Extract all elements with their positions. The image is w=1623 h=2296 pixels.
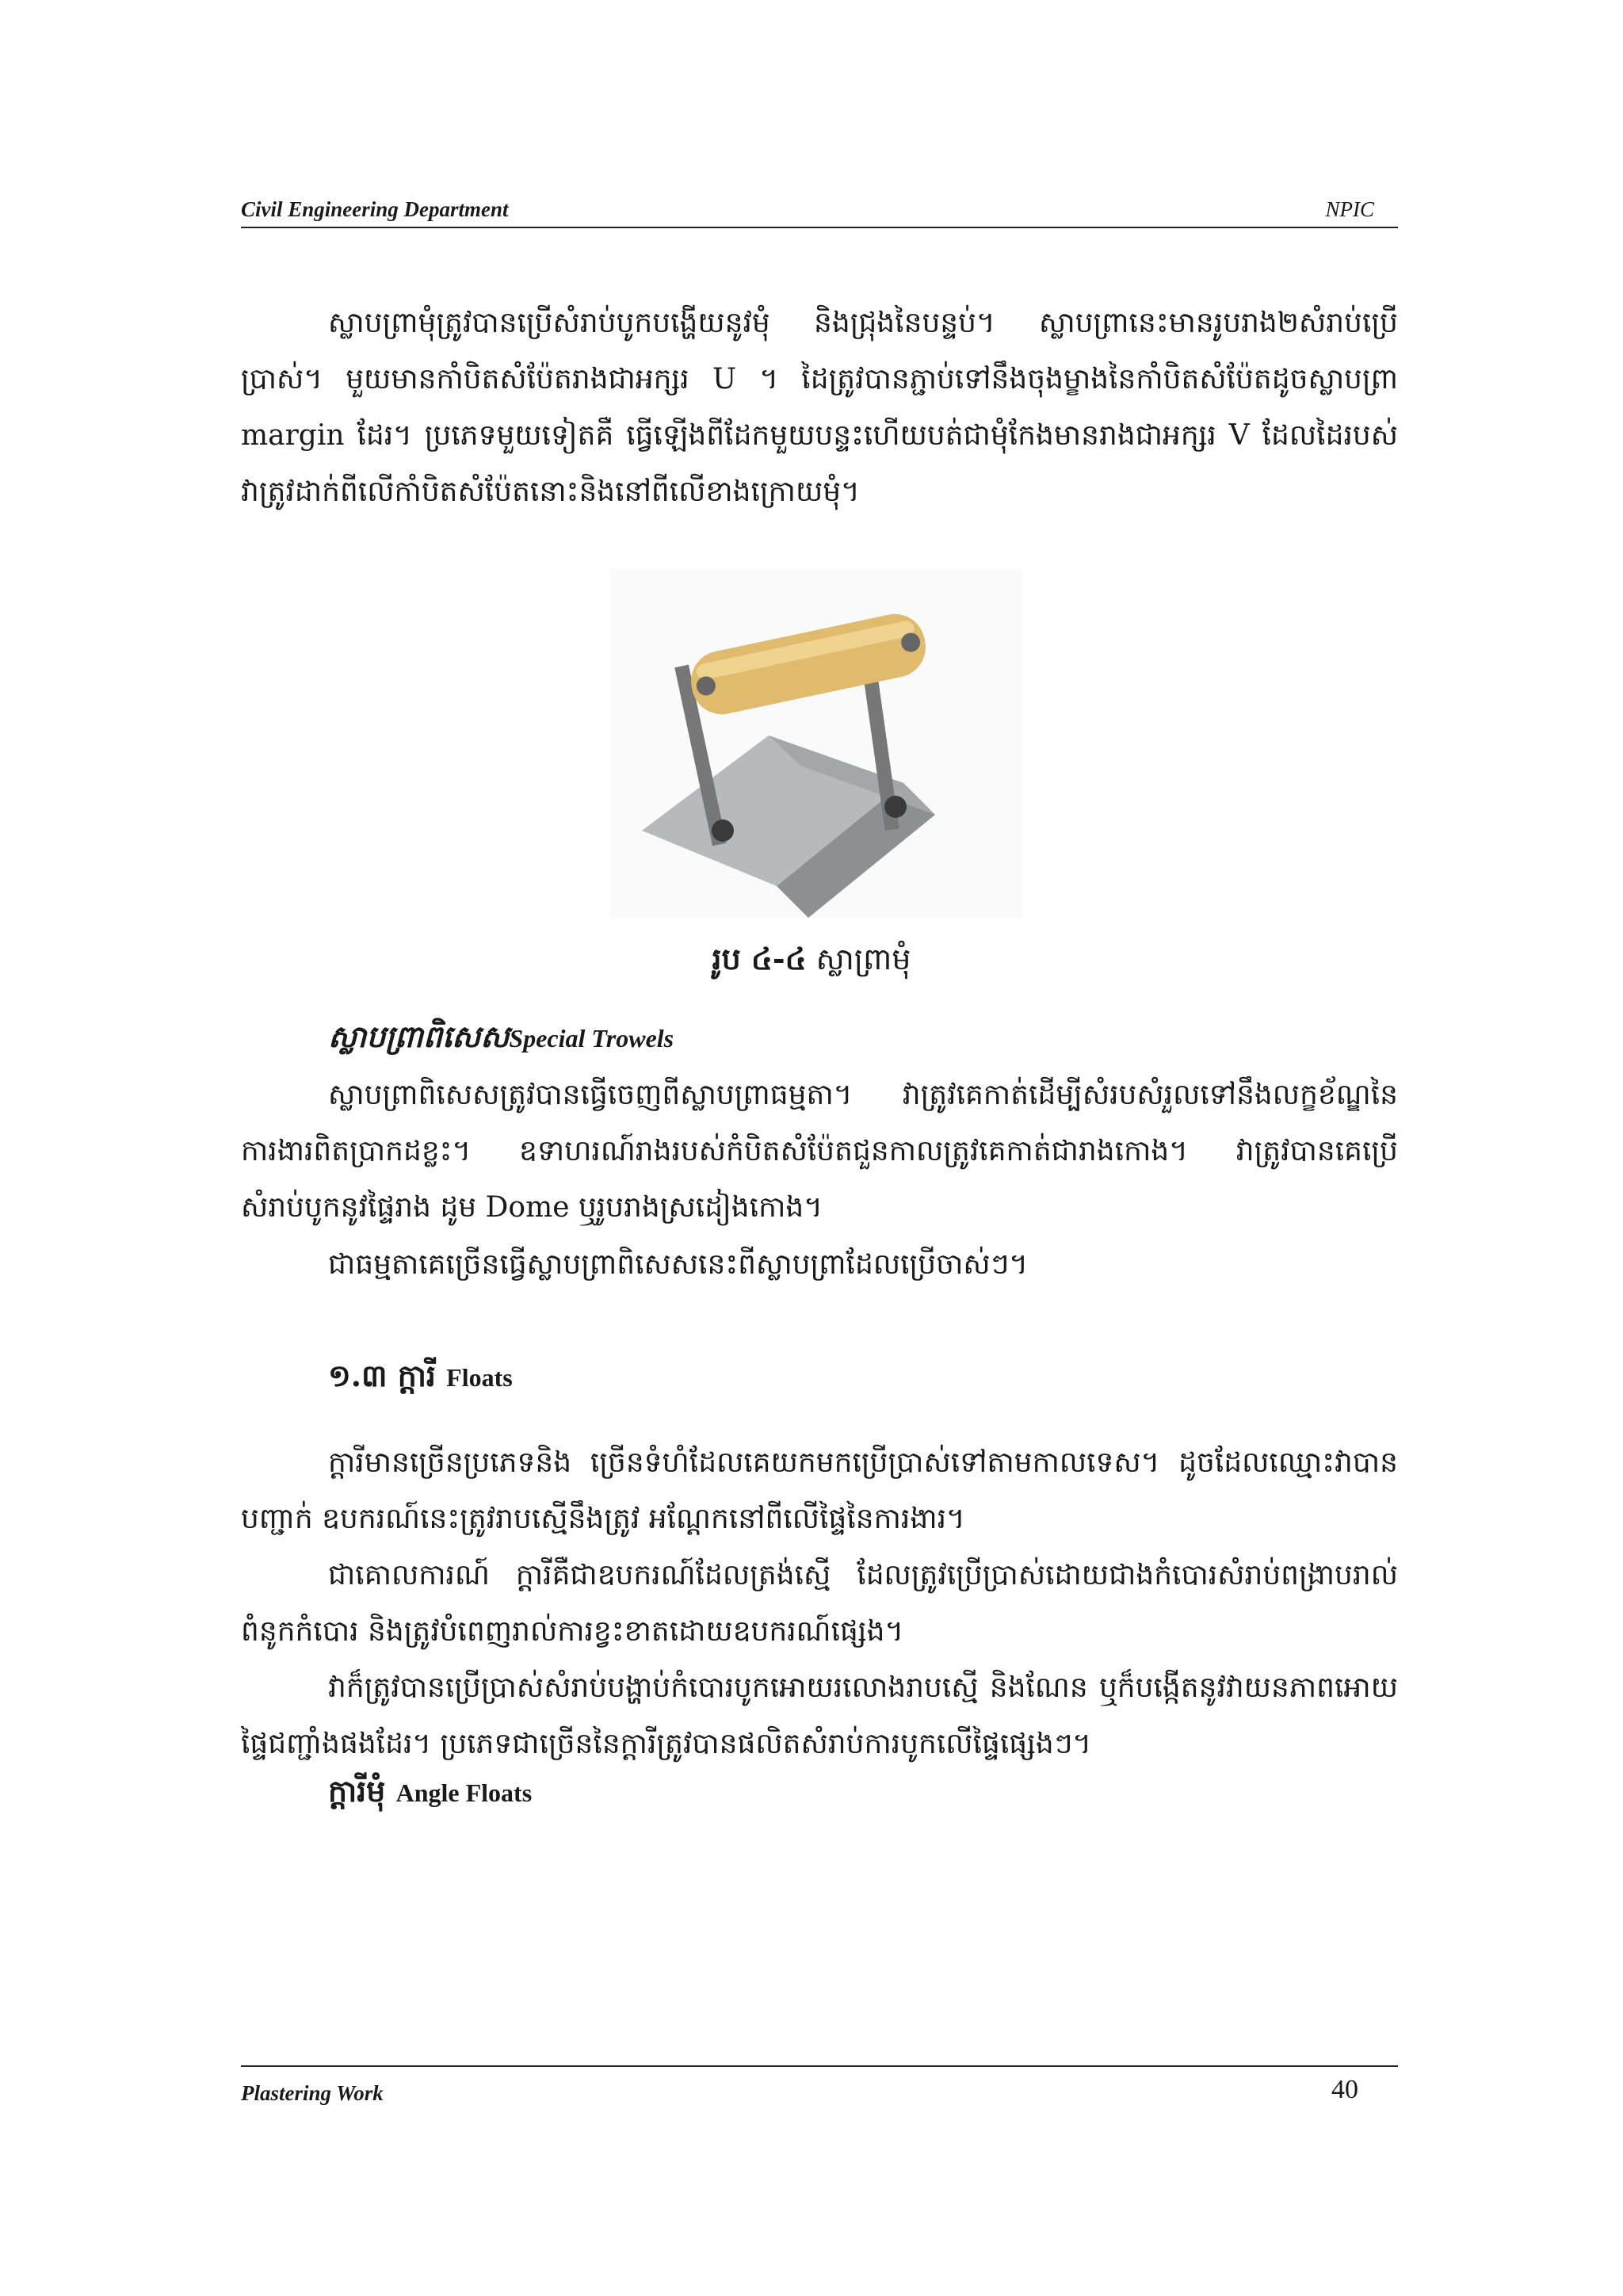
paragraph-angle-trowel: ស្លាបព្រាមុំត្រូវបានប្រើសំរាប់បូកបង្ហើយនូវមុំ និងជ្រុងនៃបន្ទប់។ ស្លាបព្រានេះមានរូបរាង២សំរាប់ប្រើប្រាស់។ មួយមានកាំបិតសំប៉ែតរាងជាអក្សរ U ។ ដៃត្រូវបានភ្ជាប់ទៅនឹងចុងម្ខាងនៃកាំបិតសំប៉ែតដូចស្លាបព្រា margin ដែរ។ ប្រភេទមួយទៀតគឺ ធ្វើឡើងពីដែកមួយបន្ទះហើយបត់ជាមុំកែងមានរាងជាអក្សរ V ដែលដៃរបស់វាត្រូវដាក់ពីលើកាំបិតសំប៉ែតនោះនិងនៅពីលើខាងក្រោយមុំ។	[241, 307, 1398, 508]
trowel-left-rivet	[712, 819, 734, 842]
header-department: Civil Engineering Department	[241, 197, 509, 221]
paragraph-special-trowels: ស្លាបព្រាពិសេសត្រូវបានធ្វើចេញពីស្លាបព្រាធម្មតា។ វាត្រូវគេកាត់ដើម្បីសំរបសំរួលទៅនឹងលក្ខខ័ណ្ឌនៃការងារពិតប្រាកដខ្លះ។ ឧទាហរណ៍រាងរបស់កំបិតសំប៉ែតជួនកាលត្រូវគេកាត់ជារាងកោង។ វាត្រូវបានគេប្រើសំរាប់បូកនូវផ្ទៃរាង ដូម Dome ឬរូបរាងស្រដៀងកោង។	[241, 1079, 1398, 1224]
figure-caption	[0, 940, 1623, 984]
heading-floats: ១.៣ ក្តារី Floats	[328, 1358, 513, 1393]
trowel-handle	[685, 609, 931, 720]
page-footer	[241, 2065, 1398, 2115]
heading-angle-floats: ក្តារីមុំ Angle Floats	[328, 1773, 533, 1809]
paragraph-floats-intro: ក្តារីមានច្រើនប្រភេទនិង ច្រើនទំហំដែលគេយកមកប្រើប្រាស់ទៅតាមកាលទេស។ ដូចដែលឈ្មោះវាបានបញ្ជាក់ ឧបករណ៍នេះត្រូវរាបស្មើនឹងត្រូវ អណ្តែកនៅពីលើផ្ទៃនៃការងារ។	[241, 1446, 1398, 1535]
header-institution: NPIC	[1325, 197, 1374, 221]
figure-title: ស្លាព្រាមុំ	[815, 942, 911, 976]
trowel-illustration	[610, 569, 1022, 918]
trowel-right-rivet	[884, 796, 907, 818]
paragraph-special-trowels-note: ជាធម្មតាគេច្រើនធ្វើស្លាបព្រាពិសេសនេះពីស្លាបព្រាដែលប្រើចាស់ៗ។	[328, 1248, 1029, 1281]
page-header	[241, 190, 1398, 228]
paragraph-floats-principle: ជាគោលការណ៍ ក្តារីគឺជាឧបករណ៍ដែលត្រង់ស្មើ ដែលត្រូវប្រើប្រាស់ដោយជាងកំបោរសំរាប់ពង្រាបរាល់ពំនូកកំបោរ និងត្រូវបំពេញរាល់ការខ្វះខាតដោយឧបករណ៍ផ្សេង។	[241, 1559, 1398, 1648]
paragraph-floats-usage: វាក៏ត្រូវបានប្រើប្រាស់សំរាប់បង្ហាប់កំបោរបូកអោយរលោងរាបស្មើ និងណែន ឬក៏បង្កើតនូវវាយនភាពអោយផ្ទៃជញ្ជាំងផងដែរ។ ប្រភេទជាច្រើននៃក្តារីត្រូវបានផលិតសំរាប់ការបូកលើផ្ទៃផ្សេងៗ។	[241, 1671, 1398, 1760]
page-number: 40	[1331, 2075, 1358, 2104]
heading-special-trowels: ស្លាបព្រាពិសេសSpecial Trowels	[328, 1018, 674, 1054]
figure-number: រូប ៤-៤	[712, 941, 807, 976]
angle-trowel-image	[610, 569, 1022, 918]
footer-section-title: Plastering Work	[241, 2081, 384, 2105]
